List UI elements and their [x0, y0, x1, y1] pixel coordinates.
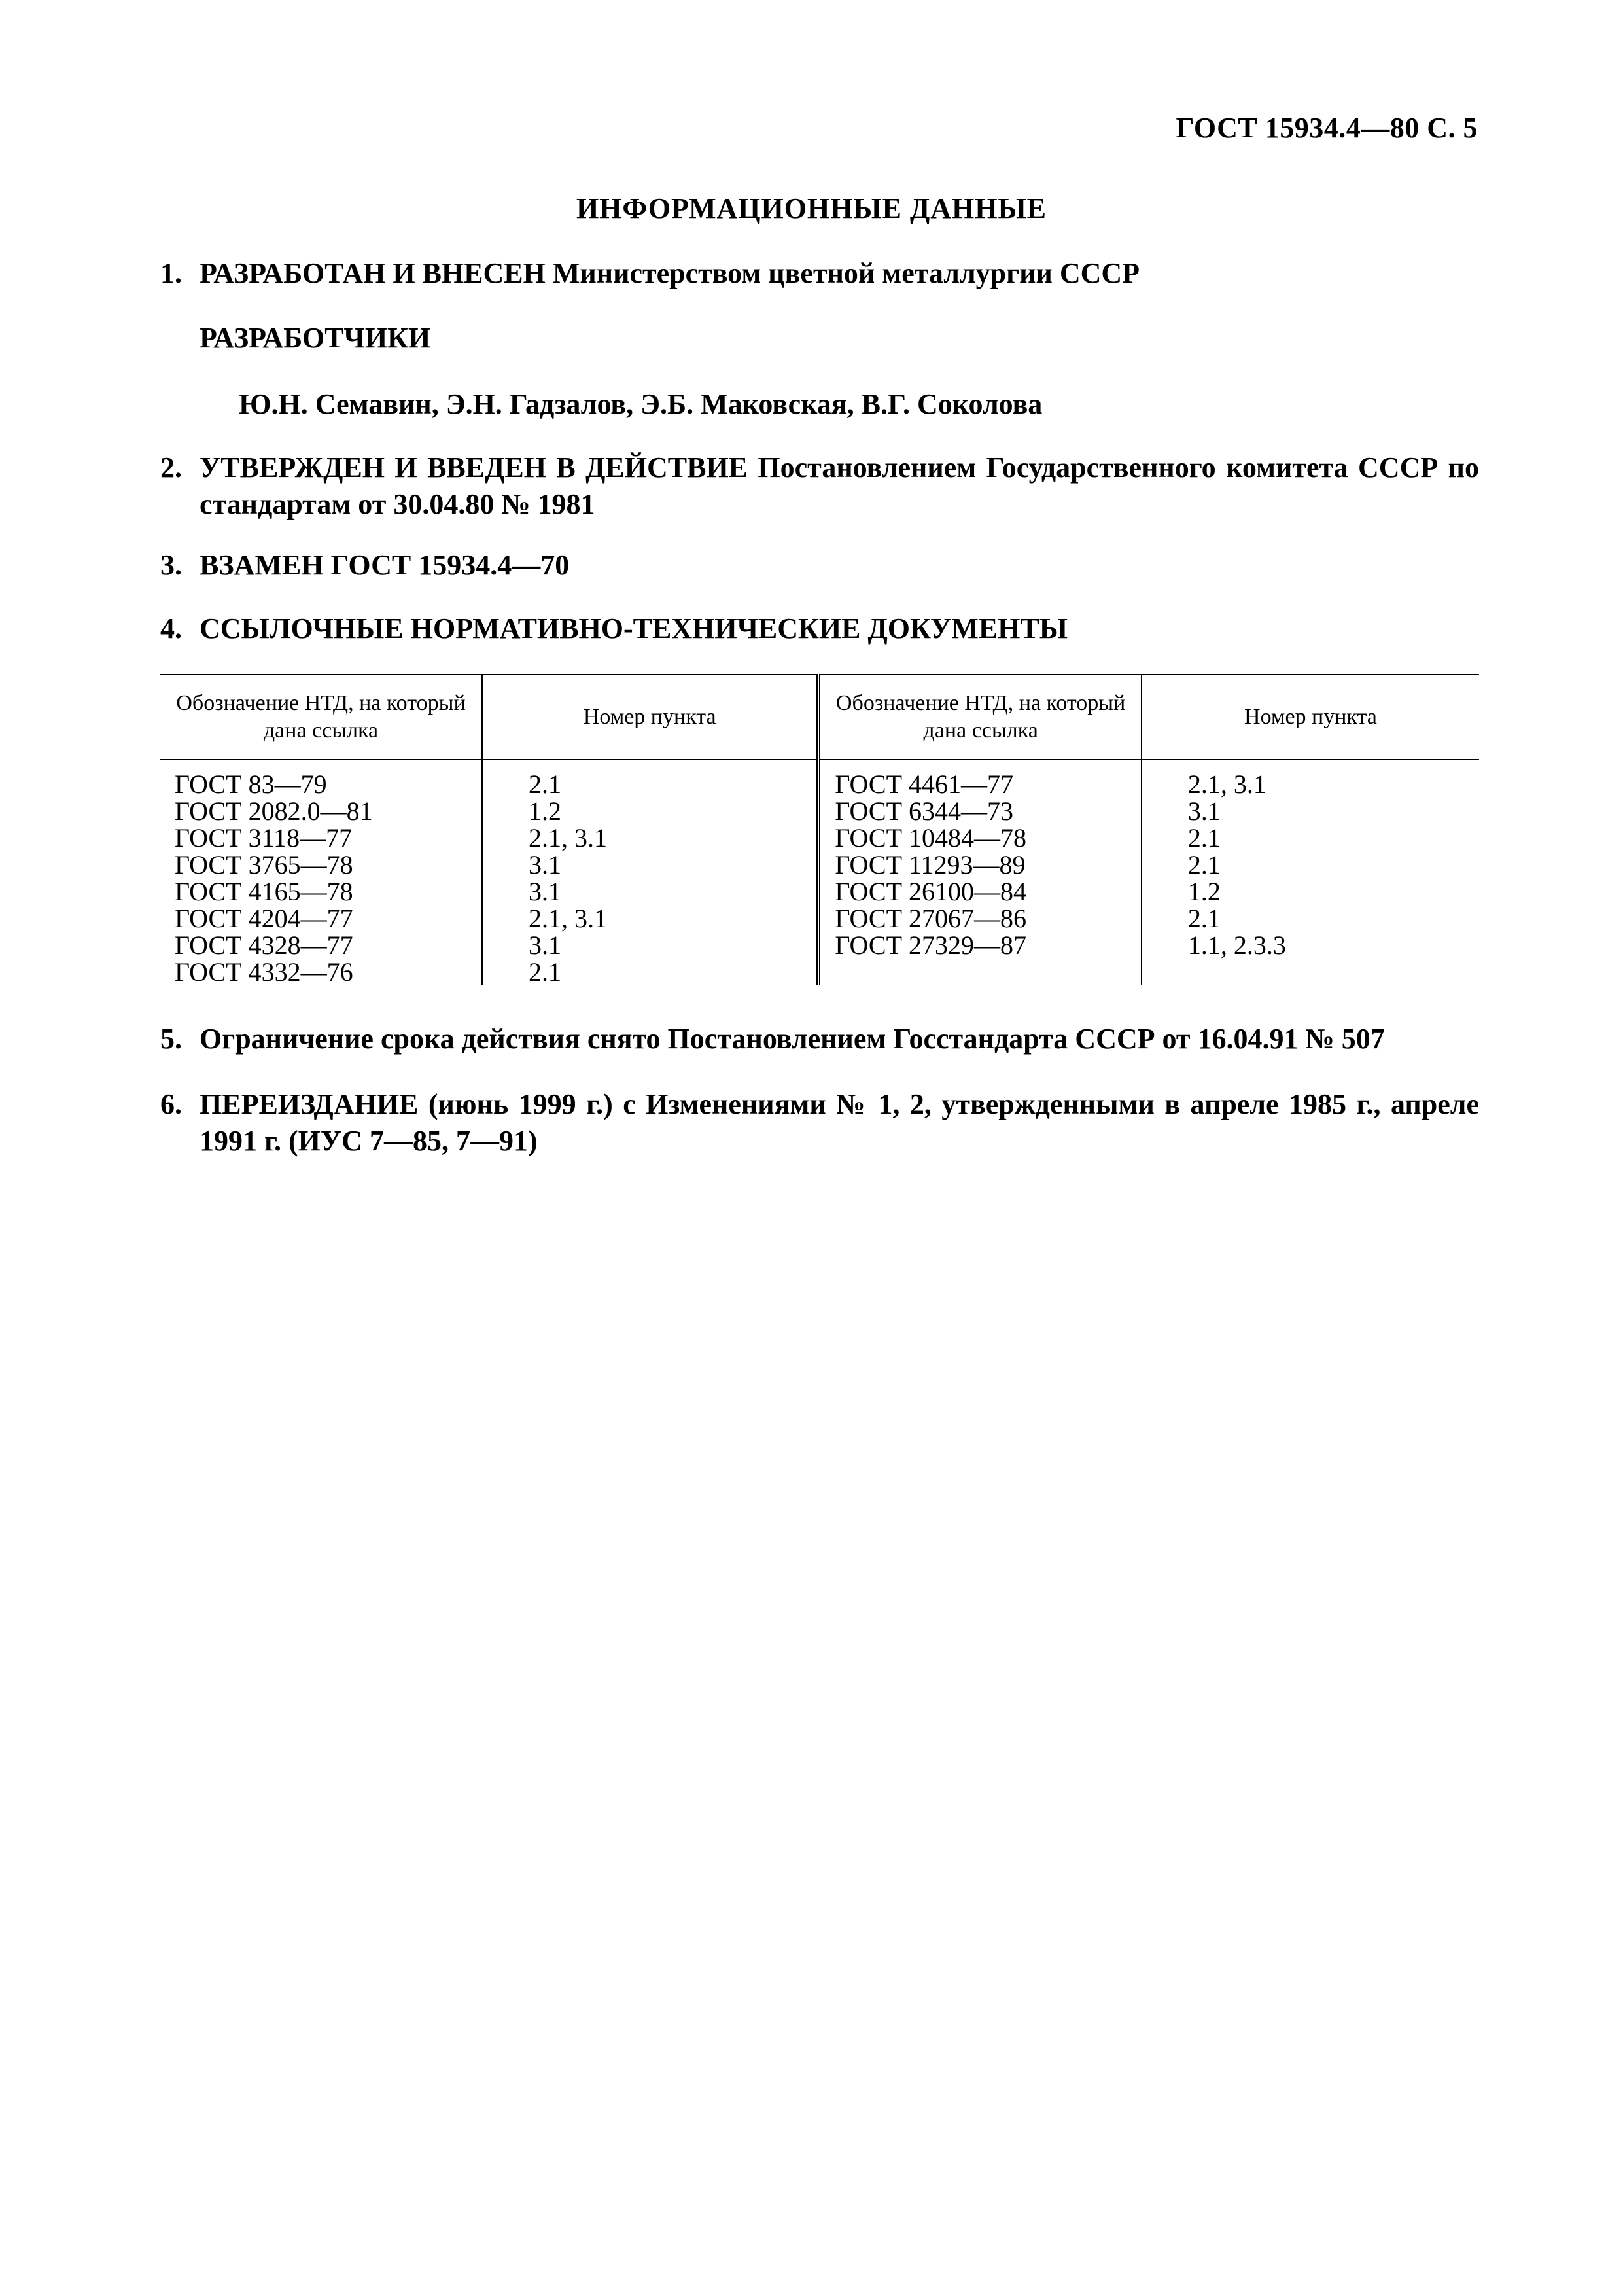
page-header-code: ГОСТ 15934.4—80 С. 5 [1176, 112, 1478, 144]
item-lead: РАЗРАБОТАН И ВНЕСЕН [200, 257, 546, 289]
item-lead: УТВЕРЖДЕН И ВВЕДЕН В ДЕЙСТВИЕ [200, 451, 748, 484]
item-number: 4. [160, 612, 182, 645]
item-number: 6. [160, 1088, 182, 1120]
table-body-row [160, 760, 1479, 985]
item-number: 5. [160, 1023, 182, 1055]
item-6 [160, 1086, 1479, 1159]
item-lead: ВЗАМЕН ГОСТ 15934.4—70 [200, 549, 570, 581]
table-cell-clause: 1.2 [529, 796, 562, 826]
table-cell-doc: ГОСТ 4165—78 [175, 877, 353, 906]
table-cell-clause: 2.1, 3.1 [529, 904, 608, 933]
table-cell-doc: ГОСТ 10484—78 [835, 823, 1027, 853]
left-doc-column [160, 760, 482, 985]
right-doc-column [818, 760, 1141, 985]
table-cell-doc: ГОСТ 4328—77 [175, 930, 353, 960]
table-cell-clause: 2.1 [1187, 904, 1221, 933]
section-title: ИНФОРМАЦИОННЫЕ ДАННЫЕ [576, 192, 1047, 224]
table-cell-clause: 2.1 [529, 957, 562, 987]
item-text: Постановлением Государственного комитета СССР по стандартам от 30.04.80 № 1981 [200, 451, 1479, 520]
table-cell-clause: 2.1 [1187, 823, 1221, 853]
table-cell-clause: 2.1, 3.1 [1187, 769, 1266, 799]
header-doc-right: Обозначение НТД, на который дана ссылка [818, 675, 1141, 760]
developers-label: РАЗРАБОТЧИКИ [200, 322, 431, 354]
item-lead: ПЕРЕИЗДАНИЕ [200, 1088, 419, 1120]
table-cell-clause: 3.1 [529, 930, 562, 960]
item-5 [160, 1021, 1479, 1057]
table-cell-clause: 2.1 [1187, 850, 1221, 879]
item-number: 2. [160, 451, 182, 484]
table-cell-doc: ГОСТ 4332—76 [175, 957, 353, 987]
table-cell-clause: 1.2 [1187, 877, 1221, 906]
table-cell-clause: 3.1 [1187, 796, 1221, 826]
item-1 [160, 255, 1479, 292]
table-cell-doc: ГОСТ 83—79 [175, 769, 327, 799]
item-number: 1. [160, 257, 182, 289]
header-clause-right: Номер пункта [1142, 675, 1479, 760]
table-cell-doc: ГОСТ 11293—89 [835, 850, 1026, 879]
reference-documents-table [160, 674, 1479, 985]
table-cell-clause: 3.1 [529, 877, 562, 906]
item-text: (июнь 1999 г.) с Изменениями № 1, 2, утвержденными в апреле 1985 г., апреле 1991 г. (ИУС 7—85, 7—91) [200, 1088, 1479, 1157]
item-4 [160, 610, 1479, 647]
header-clause-left: Номер пункта [482, 675, 818, 760]
table-cell-doc: ГОСТ 26100—84 [835, 877, 1027, 906]
item-text: Министерством цветной металлургии СССР [545, 257, 1140, 289]
table-cell-doc: ГОСТ 4204—77 [175, 904, 353, 933]
item-2 [160, 450, 1479, 523]
right-clause-column [1142, 760, 1479, 985]
item-text: Ограничение срока действия снято Постановлением Госстандарта СССР от 16.04.91 № 507 [200, 1023, 1385, 1055]
item-3 [160, 547, 1479, 584]
table-cell-doc: ГОСТ 27329—87 [835, 930, 1027, 960]
left-clause-column [482, 760, 818, 985]
table-cell-doc: ГОСТ 3765—78 [175, 850, 353, 879]
item-lead: ССЫЛОЧНЫЕ НОРМАТИВНО-ТЕХНИЧЕСКИЕ ДОКУМЕНТЫ [200, 612, 1068, 645]
table-cell-doc: ГОСТ 4461—77 [835, 769, 1014, 799]
table-cell-doc: ГОСТ 2082.0—81 [175, 796, 373, 826]
table-cell-doc: ГОСТ 27067—86 [835, 904, 1027, 933]
table-cell-clause: 3.1 [529, 850, 562, 879]
table-cell-clause: 2.1 [529, 769, 562, 799]
table-cell-doc: ГОСТ 3118—77 [175, 823, 353, 853]
table-cell-doc: ГОСТ 6344—73 [835, 796, 1014, 826]
header-doc-left: Обозначение НТД, на который дана ссылка [160, 675, 482, 760]
developers-names: Ю.Н. Семавин, Э.Н. Гадзалов, Э.Б. Маковская, В.Г. Соколова [239, 388, 1043, 420]
table-header-row [160, 675, 1479, 760]
table-cell-clause: 1.1, 2.3.3 [1187, 930, 1286, 960]
item-number: 3. [160, 549, 182, 581]
table-cell-clause: 2.1, 3.1 [529, 823, 608, 853]
